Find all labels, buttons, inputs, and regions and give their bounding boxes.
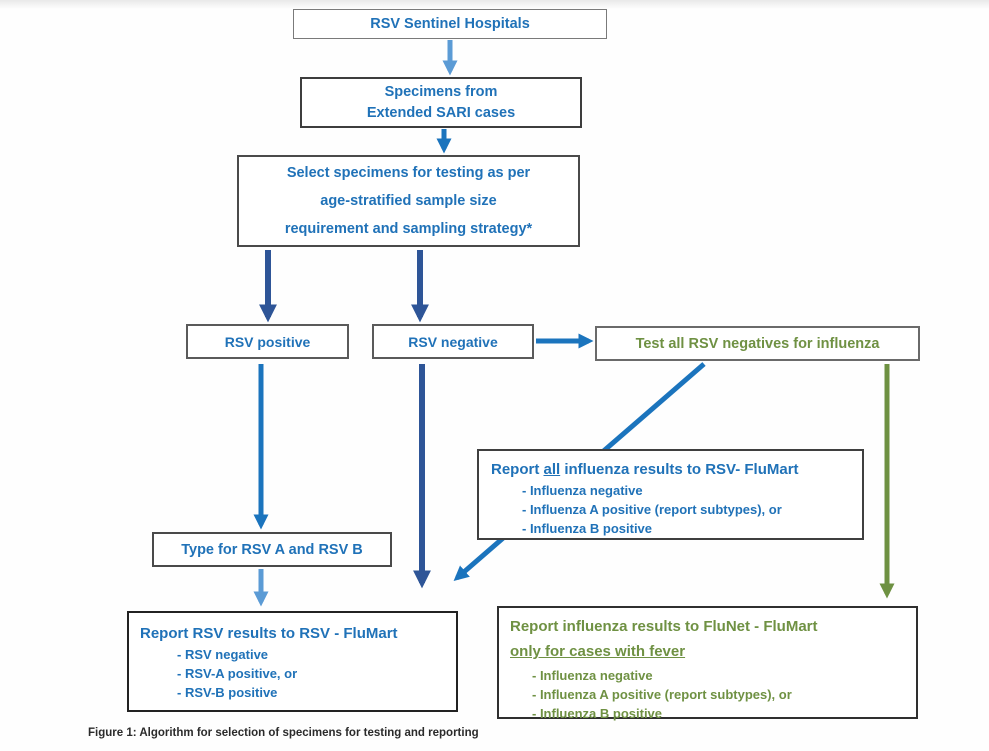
bullet-item: - Influenza B positive [532,706,663,721]
node-label: RSV positive [224,333,311,350]
bullet-item: - Influenza A positive (report subtypes), or [522,502,782,517]
node-bullet-list [140,645,297,702]
node-label-line1: Select specimens for testing as per [286,165,531,181]
node-title-line2-underlined: only for cases with fever [510,643,686,660]
bullet-item: - RSV negative [177,647,269,662]
bullet-item: - RSV-A positive, or [177,666,298,681]
node-label-line3: requirement and sampling strategy* [284,221,533,237]
node-label: Test all RSV negatives for influenza [635,335,880,352]
node-label-line2: Extended SARI cases [366,104,516,121]
bullet-item: - Influenza A positive (report subtypes), or [532,687,792,702]
node-rsv-negative [372,324,534,359]
bullet-item: - RSV-B positive [177,685,278,700]
node-label: Type for RSV A and RSV B [181,541,363,558]
bullet-item: - Influenza B positive [522,521,653,536]
bullet-item: - Influenza negative [522,483,643,498]
node-test-all-rsv-negatives [595,326,920,361]
node-label-line1: Specimens from [384,83,498,100]
node-title: Report all influenza results to RSV- FluMart [491,461,799,478]
node-report-influenza-rsv-flumart [477,449,864,540]
node-label-line2: age-stratified sample size [320,193,497,209]
node-select-specimens [237,155,580,247]
node-label: RSV negative [408,333,498,350]
node-specimens-extended-sari [300,77,582,128]
node-bullet-list [510,666,792,723]
node-type-rsv-a-b [152,532,392,567]
node-rsv-positive [186,324,349,359]
underlined-word: all [543,461,561,478]
node-label: RSV Sentinel Hospitals [370,16,530,32]
figure-caption: Figure 1: Algorithm for selection of specimens for testing and reporting [88,727,479,739]
node-report-influenza-flunet-flumart [497,606,918,719]
bullet-item: - Influenza negative [532,668,653,683]
node-bullet-list [491,481,782,538]
node-rsv-sentinel-hospitals [293,9,607,39]
node-report-rsv-flumart [127,611,458,712]
node-title: Report RSV results to RSV - FluMart [140,625,398,642]
node-title-line1: Report influenza results to FluNet - FluMart [510,618,818,635]
